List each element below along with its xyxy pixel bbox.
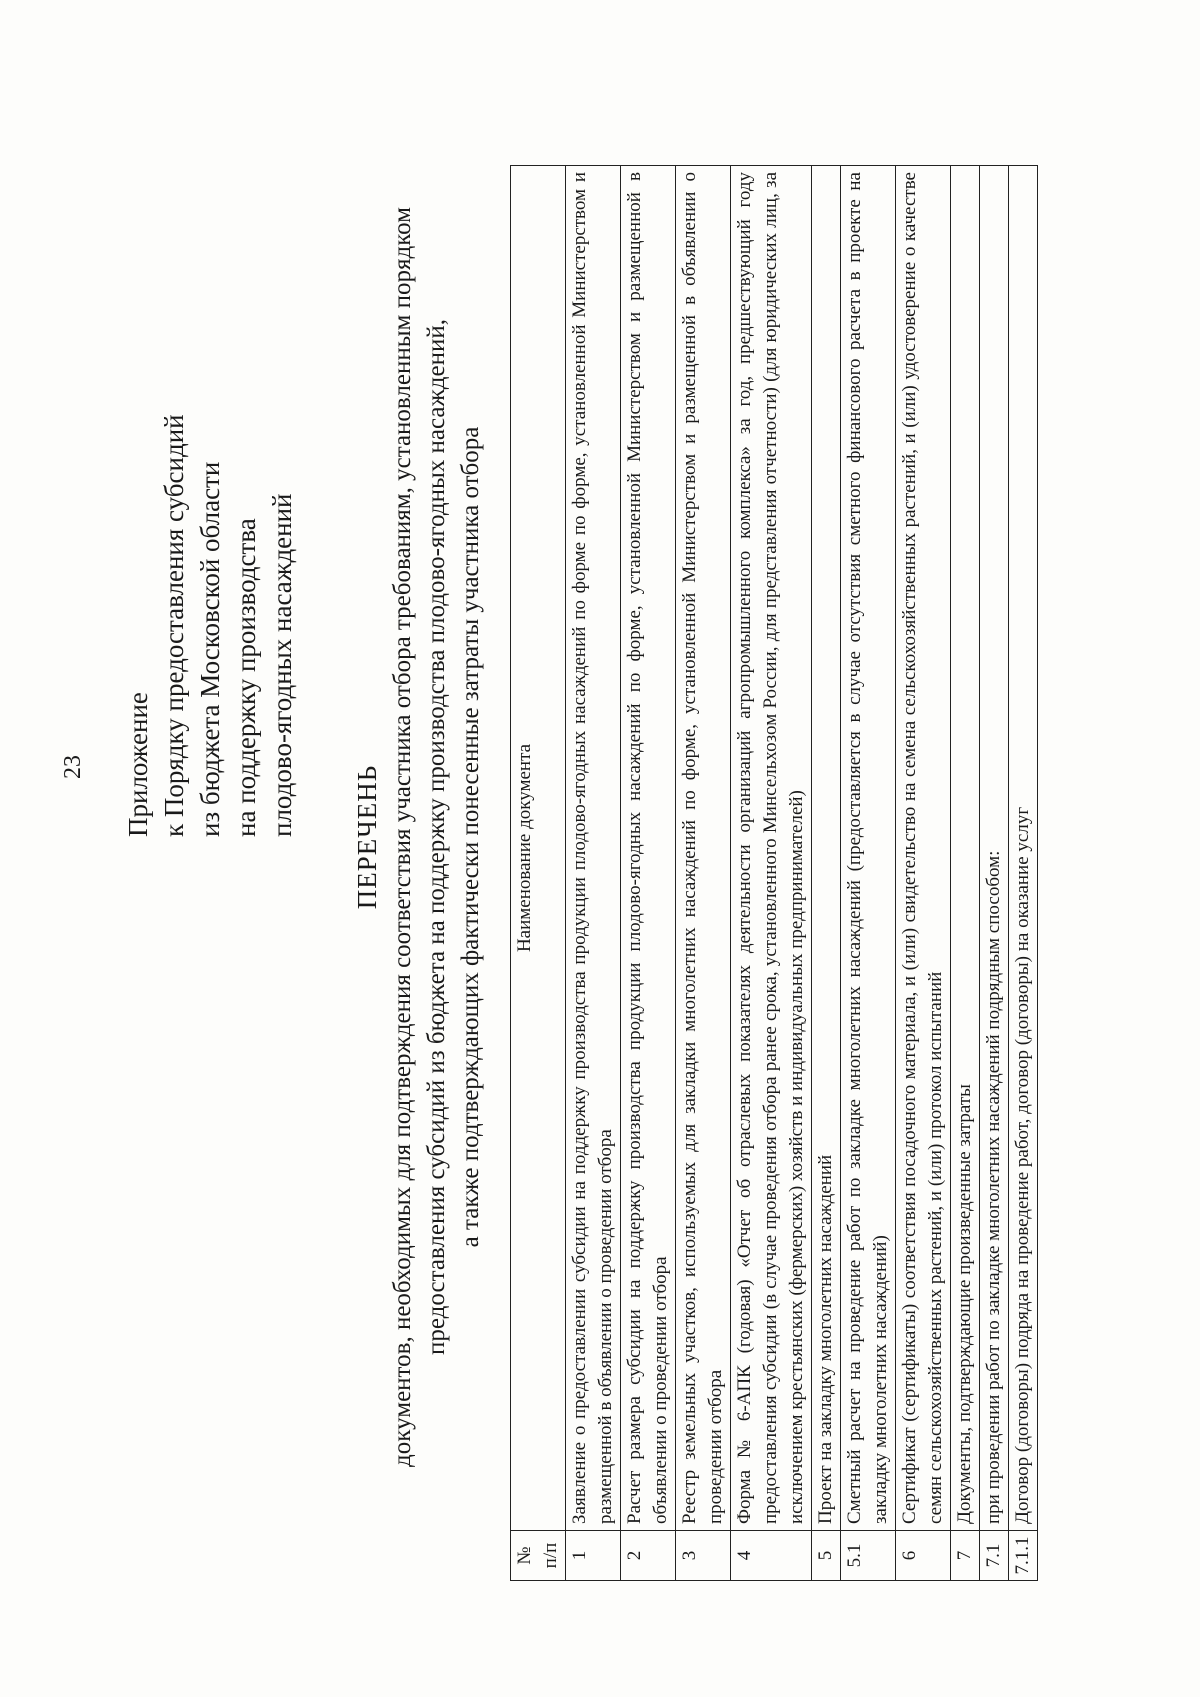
appendix-line: из бюджета Московской области — [195, 461, 225, 837]
column-header-number: № п/п — [511, 1531, 566, 1581]
row-document-name: Документы, подтверждающие произведенные затраты — [951, 166, 980, 1531]
row-document-name: Заявление о предоставлении субсидии на поддержку производства продукции плодово-ягодных насаждений по форме по форме, установленной Министерством и размещенной в объявлении о проведении отбора — [566, 166, 621, 1531]
row-number: 7.1.1 — [1009, 1531, 1038, 1581]
row-number: 5 — [812, 1531, 841, 1581]
appendix-line: плодово-ягодных насаждений — [267, 493, 297, 837]
row-document-name: Договор (договоры) подряда на проведение работ, договор (договоры) на оказание услуг — [1009, 166, 1038, 1531]
row-document-name: при проведении работ по закладке многолетних насаждений подрядным способом: — [980, 166, 1009, 1531]
table-row — [896, 166, 951, 1581]
subtitle-line: предоставления субсидий из бюджета на поддержку производства плодово-ягодных насаждений, — [423, 319, 450, 1355]
table-row — [1009, 166, 1038, 1581]
table-row — [841, 166, 896, 1581]
row-number: 4 — [731, 1531, 812, 1581]
table-row — [951, 166, 980, 1581]
row-number: 2 — [621, 1531, 676, 1581]
table-header-row — [511, 166, 566, 1581]
table-row — [731, 166, 812, 1581]
table-row — [566, 166, 621, 1581]
row-document-name: Форма № 6-АПК (годовая) «Отчет об отраслевых показателях деятельности организаций агропромышленного комплекса» за год, предшествующий году предоставления субсидии (в случае проведения отбора ранее срока, установленного Минсельхозом России, для представления отчетности) (для юридических лиц, за исключением крестьянских (фермерских) хозяйств и индивидуальных предпринимателей) — [731, 166, 812, 1531]
title-block — [350, 127, 488, 1547]
table-row — [676, 166, 731, 1581]
table-row — [621, 166, 676, 1581]
appendix-line: Приложение — [123, 692, 153, 837]
row-number: 5.1 — [841, 1531, 896, 1581]
row-number: 3 — [676, 1531, 731, 1581]
appendix-line: на поддержку производства — [231, 518, 261, 837]
row-document-name: Проект на закладку многолетних насаждений — [812, 166, 841, 1531]
appendix-block — [120, 277, 300, 837]
row-number: 7.1 — [980, 1531, 1009, 1581]
subtitle-line: а также подтверждающих фактически понесенные затраты участника отбора — [457, 426, 484, 1248]
row-document-name: Сертификат (сертификаты) соответствия посадочного материала, и (или) свидетельство на семена сельскохозяйственных растений, и (или) удостоверение о качестве семян сельскохозяйственных растений, и (или) протокол испытаний — [896, 166, 951, 1531]
row-document-name: Сметный расчет на проведение работ по закладке многолетних насаждений (предоставляется в случае отсутствия сметного финансового расчета в проекте на закладку многолетних насаждений) — [841, 166, 896, 1531]
page-number: 23 — [60, 755, 86, 779]
document-title: ПЕРЕЧЕНЬ — [352, 764, 382, 910]
table-row — [980, 166, 1009, 1581]
subtitle-line: документов, необходимых для подтверждения соответствия участника отбора требованиям, установленным порядком — [389, 207, 416, 1467]
documents-table — [510, 165, 1038, 1581]
row-number: 1 — [566, 1531, 621, 1581]
table-row — [812, 166, 841, 1581]
row-document-name: Реестр земельных участков, используемых для закладки многолетних насаждений по форме, установленной Министерством и размещенной в объявлении о проведении отбора — [676, 166, 731, 1531]
row-number: 6 — [896, 1531, 951, 1581]
row-number: 7 — [951, 1531, 980, 1581]
row-document-name: Расчет размера субсидии на поддержку производства продукции плодово-ягодных насаждений по форме, установленной Министерством и размещенной в объявлении о проведении отбора — [621, 166, 676, 1531]
appendix-line: к Порядку предоставления субсидий — [159, 414, 189, 837]
column-header-name: Наименование документа — [511, 166, 566, 1531]
